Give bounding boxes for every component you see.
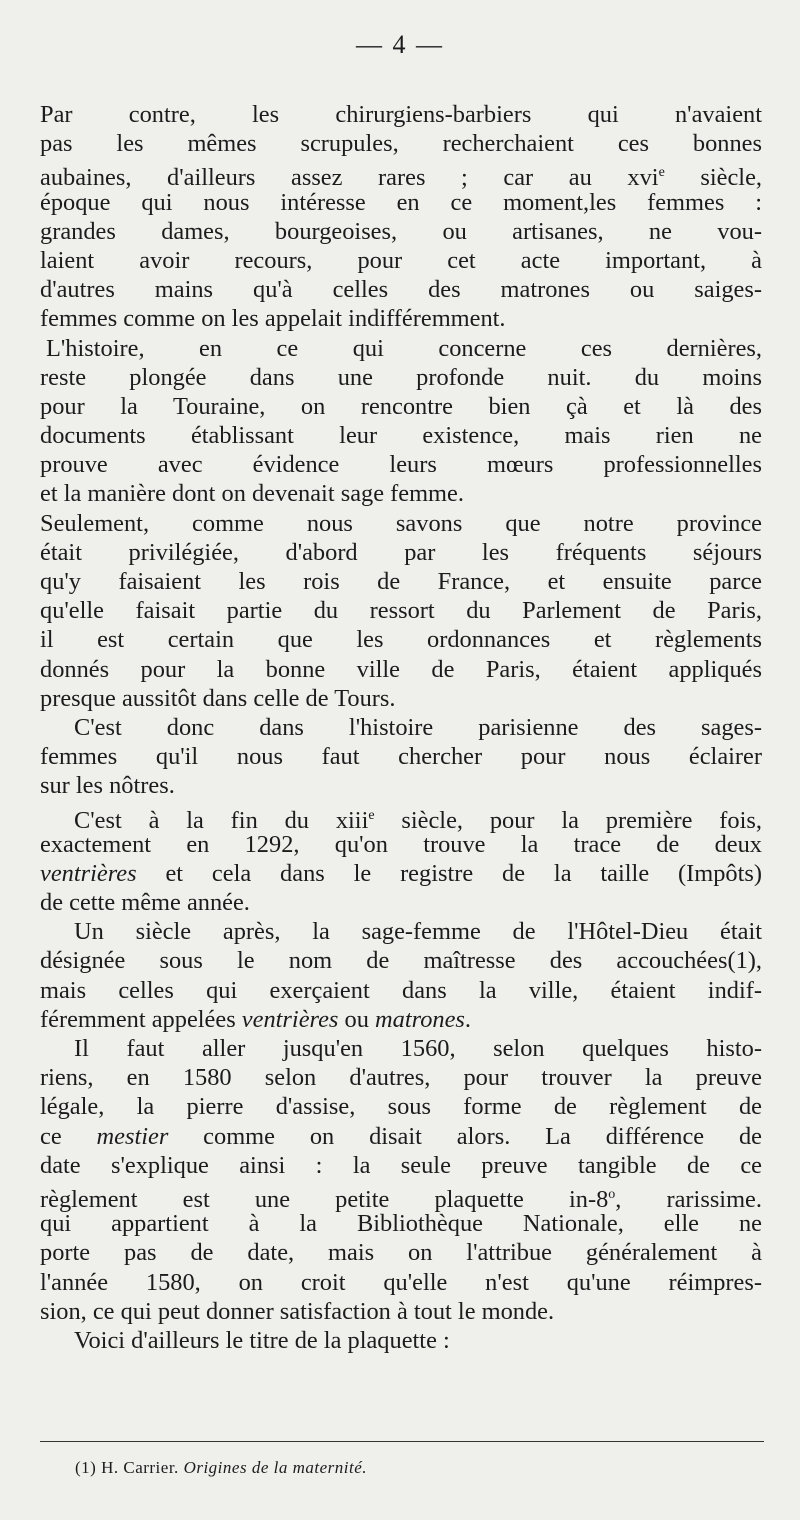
- text-line: sur les nôtres.: [40, 772, 175, 800]
- text-line: époque qui nous intéresse en ce moment,les femmes :: [40, 188, 762, 216]
- footnote-title: Origines de la maternité.: [183, 1458, 367, 1477]
- text-line: Par contre, les chirurgiens-barbiers qui n'avaient: [40, 101, 762, 128]
- text-line: riens, en 1580 selon d'autres, pour trouver la preuve: [40, 1064, 762, 1092]
- text-line: l'année 1580, on croit qu'elle n'est qu'une réimpres-: [40, 1268, 762, 1296]
- text-line: sion, ce qui peut donner satisfaction à tout le monde.: [40, 1297, 555, 1325]
- text-line: grandes dames, bourgeoises, ou artisanes, ne vou-: [40, 217, 762, 245]
- text-line: féremment appelées ventrières ou matrones.: [40, 1005, 472, 1033]
- text-line: aubaines, d'ailleurs assez rares ; car au xvi$^e$ siècle,: [40, 164, 762, 192]
- text-line: documents établissant leur existence, mais rien ne: [40, 422, 762, 450]
- text-line: il est certain que les ordonnances et règlements: [40, 626, 762, 654]
- text-line: date s'explique ainsi : la seule preuve tangible de ce: [40, 1151, 762, 1179]
- text-line: pas les mêmes scrupules, recherchaient ces bonnes: [40, 130, 762, 158]
- text-line: Un siècle après, la sage-femme de l'Hôtel-Dieu était: [74, 918, 762, 946]
- footnote-divider: [40, 1441, 764, 1442]
- text-line: ce mestier comme on disait alors. La différence de: [40, 1122, 763, 1150]
- text-line: qu'elle faisait partie du ressort du Parlement de Paris,: [40, 597, 762, 625]
- text-line: exactement en 1292, qu'on trouve la trace de deux: [40, 830, 762, 858]
- body-text: [40, 100, 762, 1355]
- text-line: désignée sous le nom de maîtresse des accouchées(1),: [40, 947, 762, 975]
- text-line: était privilégiée, d'abord par les fréquents séjours: [40, 538, 762, 566]
- text-line: règlement est une petite plaquette in-8$^o$, rarissime.: [40, 1186, 762, 1214]
- text-line: reste plongée dans une profonde nuit. du moins: [40, 363, 762, 391]
- text-line: mais celles qui exerçaient dans la ville, étaient indif-: [40, 976, 762, 1004]
- text-line: C'est donc dans l'histoire parisienne des sages-: [74, 713, 762, 741]
- text-line: d'autres mains qu'à celles des matrones ou saiges-: [40, 276, 762, 304]
- text-line: femmes qu'il nous faut chercher pour nous éclairer: [40, 743, 762, 771]
- text-line: qui appartient à la Bibliothèque Nationale, elle ne: [40, 1210, 762, 1238]
- text-line: de cette même année.: [40, 889, 250, 917]
- footnote-ref: (1) H. Carrier.: [75, 1458, 179, 1477]
- page-number: — 4 —: [356, 30, 444, 59]
- text-line: et la manière dont on devenait sage femme.: [40, 480, 464, 508]
- text-line: Seulement, comme nous savons que notre province: [40, 509, 762, 537]
- text-line: laient avoir recours, pour cet acte important, à: [40, 246, 762, 274]
- text-line: porte pas de date, mais on l'attribue généralement à: [40, 1239, 762, 1267]
- text-line: prouve avec évidence leurs mœurs professionnelles: [40, 451, 762, 479]
- text-line: légale, la pierre d'assise, sous forme de règlement de: [40, 1093, 762, 1121]
- text-line: C'est à la fin du xiii$^e$ siècle, pour la première fois,: [74, 806, 762, 834]
- text-line: presque aussitôt dans celle de Tours.: [40, 684, 396, 712]
- footnote: [75, 1458, 367, 1478]
- text-line: Voici d'ailleurs le titre de la plaquette :: [74, 1326, 450, 1354]
- text-line: pour la Touraine, on rencontre bien çà et là des: [40, 392, 762, 420]
- text-line: qu'y faisaient les rois de France, et ensuite parce: [40, 568, 762, 595]
- text-line: ventrières et cela dans le registre de la taille (Impôts): [40, 859, 762, 887]
- text-line: L'histoire, en ce qui concerne ces dernières,: [46, 334, 762, 362]
- text-line: donnés pour la bonne ville de Paris, étaient appliqués: [40, 655, 762, 683]
- text-line: femmes comme on les appelait indifféremment.: [40, 305, 506, 333]
- text-line: Il faut aller jusqu'en 1560, selon quelques histo-: [74, 1035, 762, 1062]
